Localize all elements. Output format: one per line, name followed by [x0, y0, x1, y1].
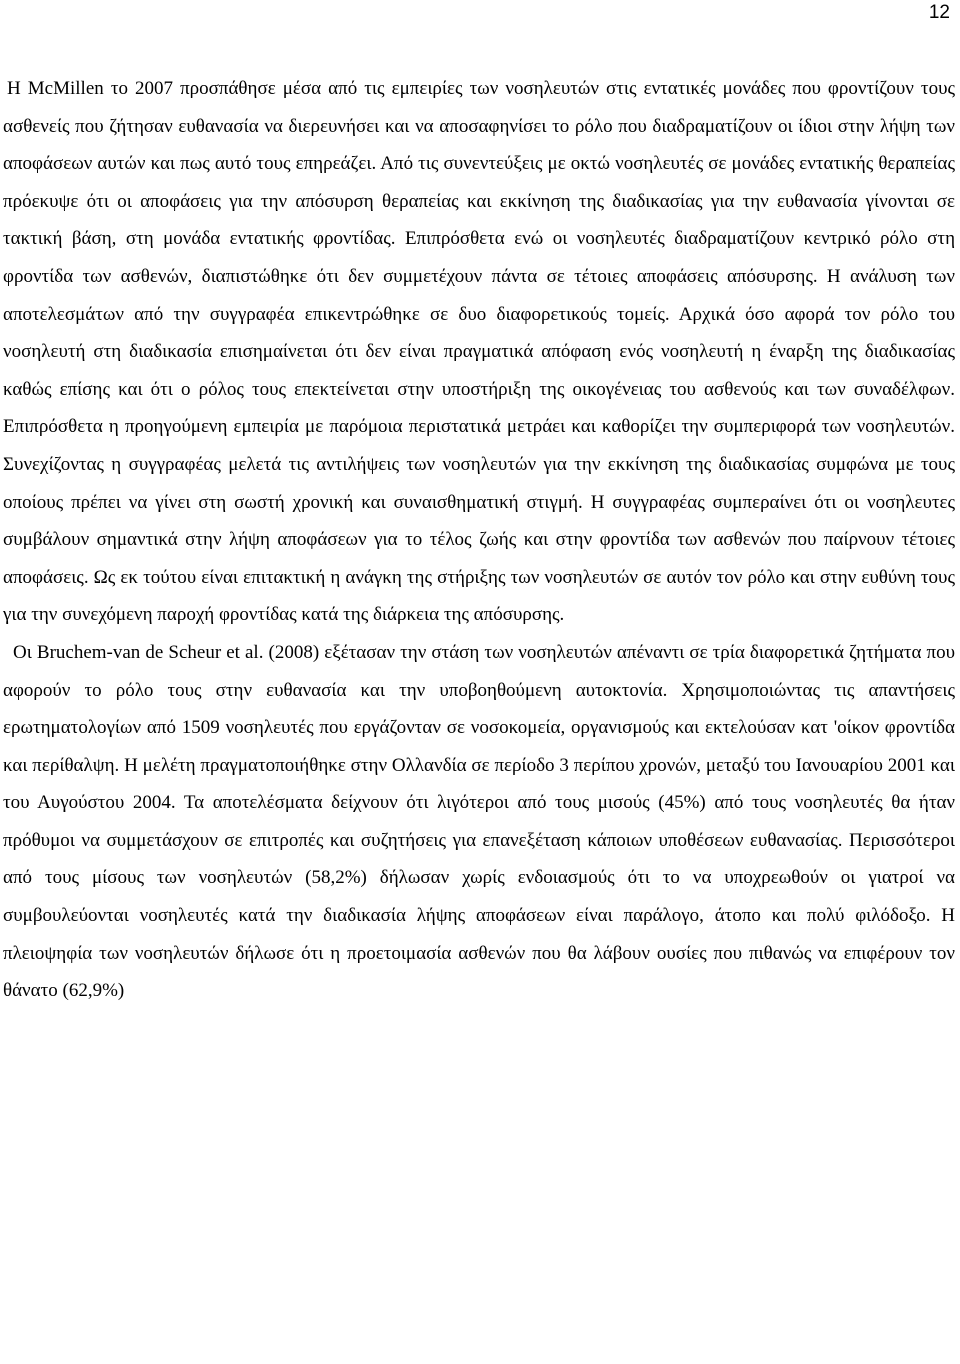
document-body [3, 70, 955, 1010]
paragraph-bruchem: Οι Bruchem-van de Scheur et al. (2008) εξέτασαν την στάση των νοσηλευτών απέναντι σε τρία διαφορετικά ζητήματα που αφορούν το ρόλο τους στην ευθανασία και την υποβοηθούμενη αυτοκτονία. Χρησιμοποιώντας τις απαντήσεις ερωτηματολογίων από 1509 νοσηλευτές που εργάζονταν σε νοσοκομεία, οργανισμούς και εκτελούσαν κατ 'οίκον φροντίδα και περίθαλψη. Η μελέτη πραγματοποιήθηκε στην Ολλανδία σε περίοδο 3 περίπου χρονών, μεταξύ του Ιανουαρίου 2001 και του Αυγούστου 2004. Τα αποτελέσματα δείχνουν ότι λιγότεροι από τους μισούς (45%) από τους νοσηλευτές θα ήταν πρόθυμοι να συμμετάσχουν σε επιτροπές και συζητήσεις για επανεξέταση κάποιων υποθέσεων ευθανασίας. Περισσότεροι από τους μίσους των νοσηλευτών (58,2%) δήλωσαν χωρίς ενδοιασμούς ότι το να υποχρεωθούν οι γιατροί να συμβουλεύονται νοσηλευτές κατά την διαδικασία λήψης αποφάσεων είναι παράλογο, άτοπο και πολύ φιλόδοξο. Η πλειοψηφία των νοσηλευτών δήλωσε ότι η προετοιμασία ασθενών που θα λάβουν ουσίες που πιθανώς να επιφέρουν τον θάνατο (62,9%) [3, 641, 955, 1002]
page-number: 12 [928, 2, 950, 23]
paragraph-mcmillen: Η McMillen το 2007 προσπάθησε μέσα από τις εμπειρίες των νοσηλευτών στις εντατικές μονάδες που φροντίζουν τους ασθενείς που ζήτησαν ευθανασία να διερευνήσει και να αποσαφηνίσει το ρόλο που διαδραματίζουν οι ίδιοι στην λήψη των αποφάσεων αυτών και πως αυτό τους επηρεάζει. Από τις συνεντεύξεις με οκτώ νοσηλευτές σε μονάδες εντατικής θεραπείας πρόεκυψε ότι οι αποφάσεις για την απόσυρση θεραπείας και εκκίνηση της διαδικασίας για την ευθανασία γίνονται σε τακτική βάση, στη μονάδα εντατικής φροντίδας. Επιπρόσθετα ενώ οι νοσηλευτές διαδραματίζουν κεντρικό ρόλο στη φροντίδα των ασθενών, διαπιστώθηκε ότι δεν συμμετέχουν πάντα σε τέτοιες αποφάσεις απόσυρσης. Η ανάλυση των αποτελεσμάτων από την συγγραφέα επικεντρώθηκε σε δυο διαφορετικούς τομείς. Αρχικά όσο αφορά τον ρόλο του νοσηλευτή στη διαδικασία επισημαίνεται ότι δεν είναι πραγματικά απόφαση ενός νοσηλευτή η έναρξη της διαδικασίας καθώς επίσης και ότι ο ρόλος τους επεκτείνεται στην υποστήριξη της οικογένειας του ασθενούς και των συναδέλφων. Επιπρόσθετα η προηγούμενη εμπειρία με παρόμοια περιστατικά μετράει και καθορίζει την συμπεριφορά των νοσηλευτών. Συνεχίζοντας η συγγραφέας μελετά τις αντιλήψεις των νοσηλευτών για την εκκίνηση της διαδικασίας συμφώνα με τους οποίους πρέπει να γίνει στη σωστή χρονική και συναισθηματική στιγμή. Η συγγραφέας συμπεραίνει ότι οι νοσηλευτες συμβάλουν σημαντικά στην λήψη αποφάσεων για το τέλος ζωής και στην φροντίδα των ασθενών που παίρνουν τέτοιες αποφάσεις. Ως εκ τούτου είναι επιτακτική η ανάγκη της στήριξης των νοσηλευτών σε αυτόν τον ρόλο και στην ευθύνη τους για την συνεχόμενη παροχή φροντίδας κατά της διάρκεια της απόσυρσης. [3, 78, 955, 626]
